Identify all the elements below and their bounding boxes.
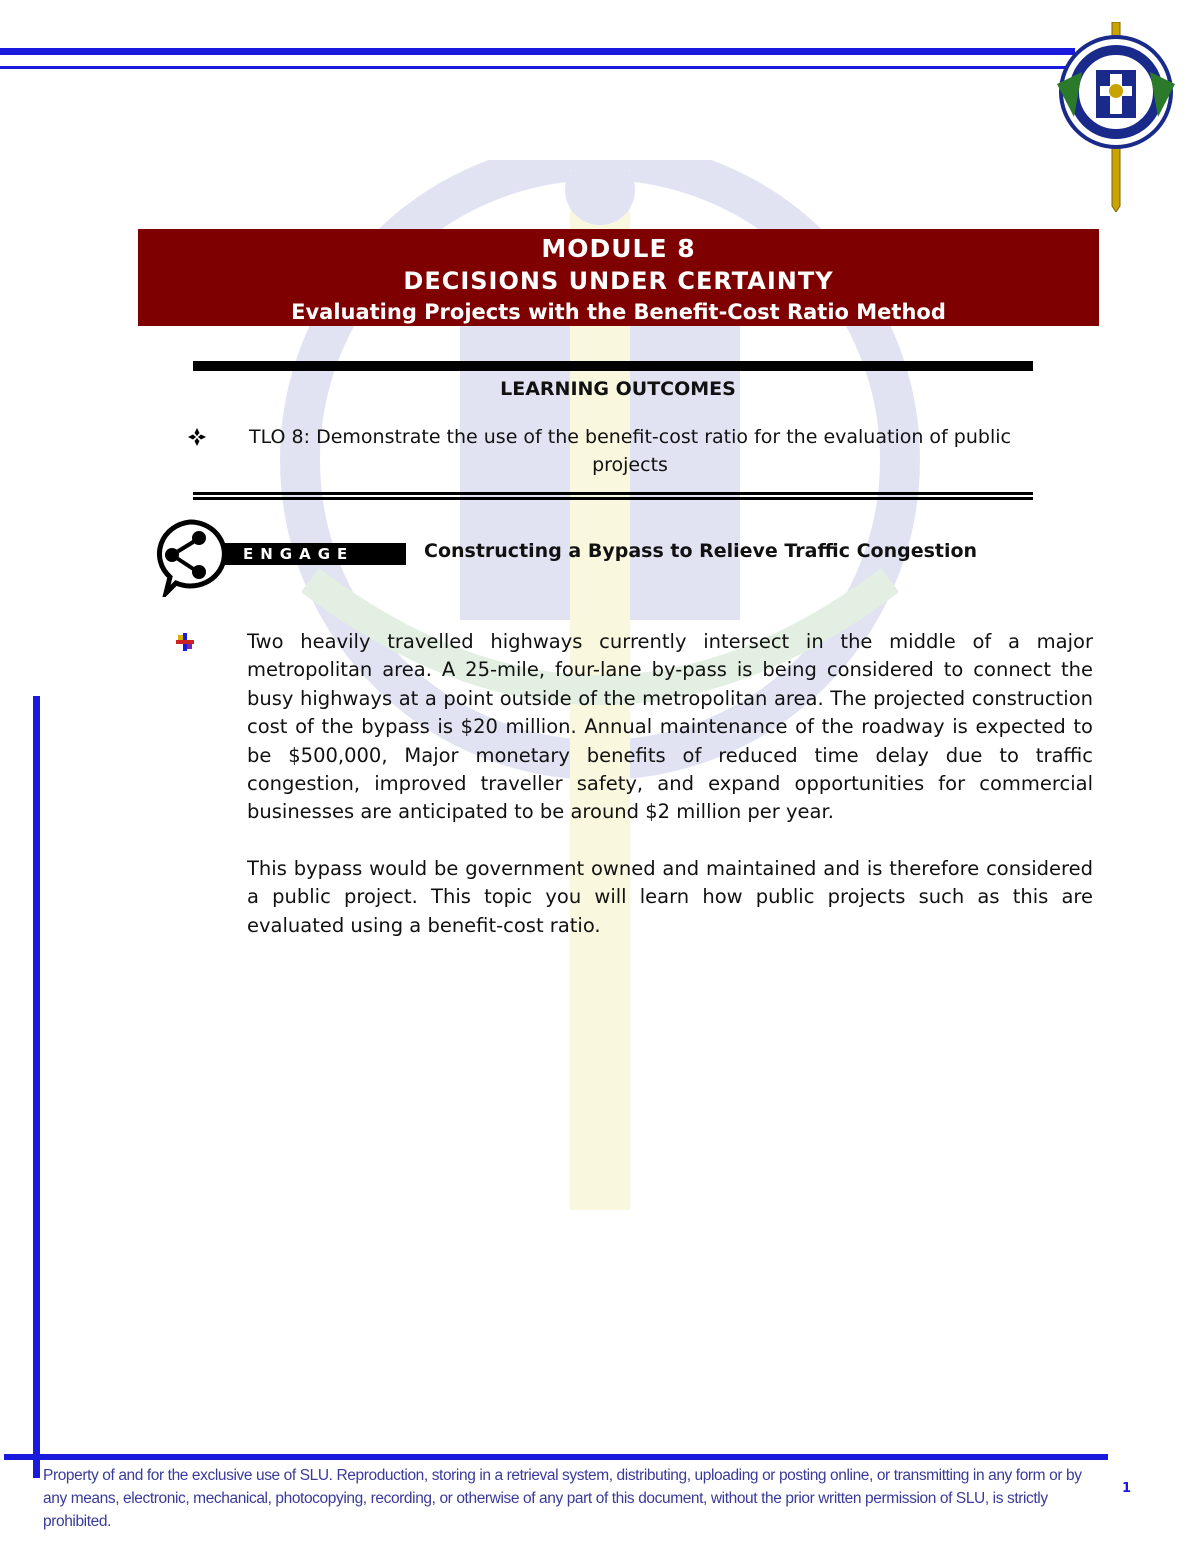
outcome-item <box>180 423 1060 479</box>
outcomes-top-rule <box>193 361 1033 371</box>
outcomes-bottom-rule <box>193 492 1033 495</box>
module-title: DECISIONS UNDER CERTAINTY <box>403 267 834 295</box>
engage-title: Constructing a Bypass to Relieve Traffic Congestion <box>424 540 978 562</box>
engage-body <box>247 628 1093 968</box>
engage-label: ENGAGE <box>225 543 406 565</box>
outcomes-heading: LEARNING OUTCOMES <box>500 378 736 400</box>
share-bubble-icon <box>150 517 230 597</box>
page-number: 1 <box>1122 1481 1132 1496</box>
university-seal-icon <box>1052 22 1180 212</box>
body-paragraph: Two heavily travelled highways currently intersect in the middle of a major metropolitan area. A 25-mile, four-lane by-pass is being considered to connect the busy highways at a point outside of the metropolitan area. The projected construction cost of the bypass is $20 million. Annual maintenance of the roadway is expected to be $500,000, Major monetary benefits of reduced time delay due to traffic congestion, improved traveller safety, and expand opportunities for commercial businesses are anticipated to be around $2 million per year. <box>247 630 1093 824</box>
footer-rule <box>4 1454 1108 1460</box>
outcome-text: TLO 8: Demonstrate the use of the benefit-cost ratio for the evaluation of public projects <box>249 426 1011 476</box>
module-subtitle: Evaluating Projects with the Benefit-Cost Ratio Method <box>291 300 946 324</box>
module-banner <box>138 229 1099 326</box>
body-paragraph: This bypass would be government owned and maintained and is therefore considered a public project. This topic you will learn how public projects such as this are evaluated using a benefit-cost ratio. <box>247 856 1093 937</box>
header-rule-thin <box>0 66 1075 69</box>
copyright-notice: Property of and for the exclusive use of SLU. Reproduction, storing in a retrieval system, distributing, uploading or posting online, or transmitting in any form or by any means, electronic, mechanical, photocopying, recording, or otherwise of any part of this document, without the prior written permission of SLU, is strictly prohibited. <box>43 1467 1082 1530</box>
footer-vertical-rule <box>33 696 40 1478</box>
header-rule-thick <box>0 48 1075 55</box>
outcomes-bottom-rule-2 <box>193 497 1033 500</box>
module-number: MODULE 8 <box>541 234 696 263</box>
four-diamond-icon <box>182 427 212 447</box>
multicolor-bullet-icon <box>174 631 196 653</box>
